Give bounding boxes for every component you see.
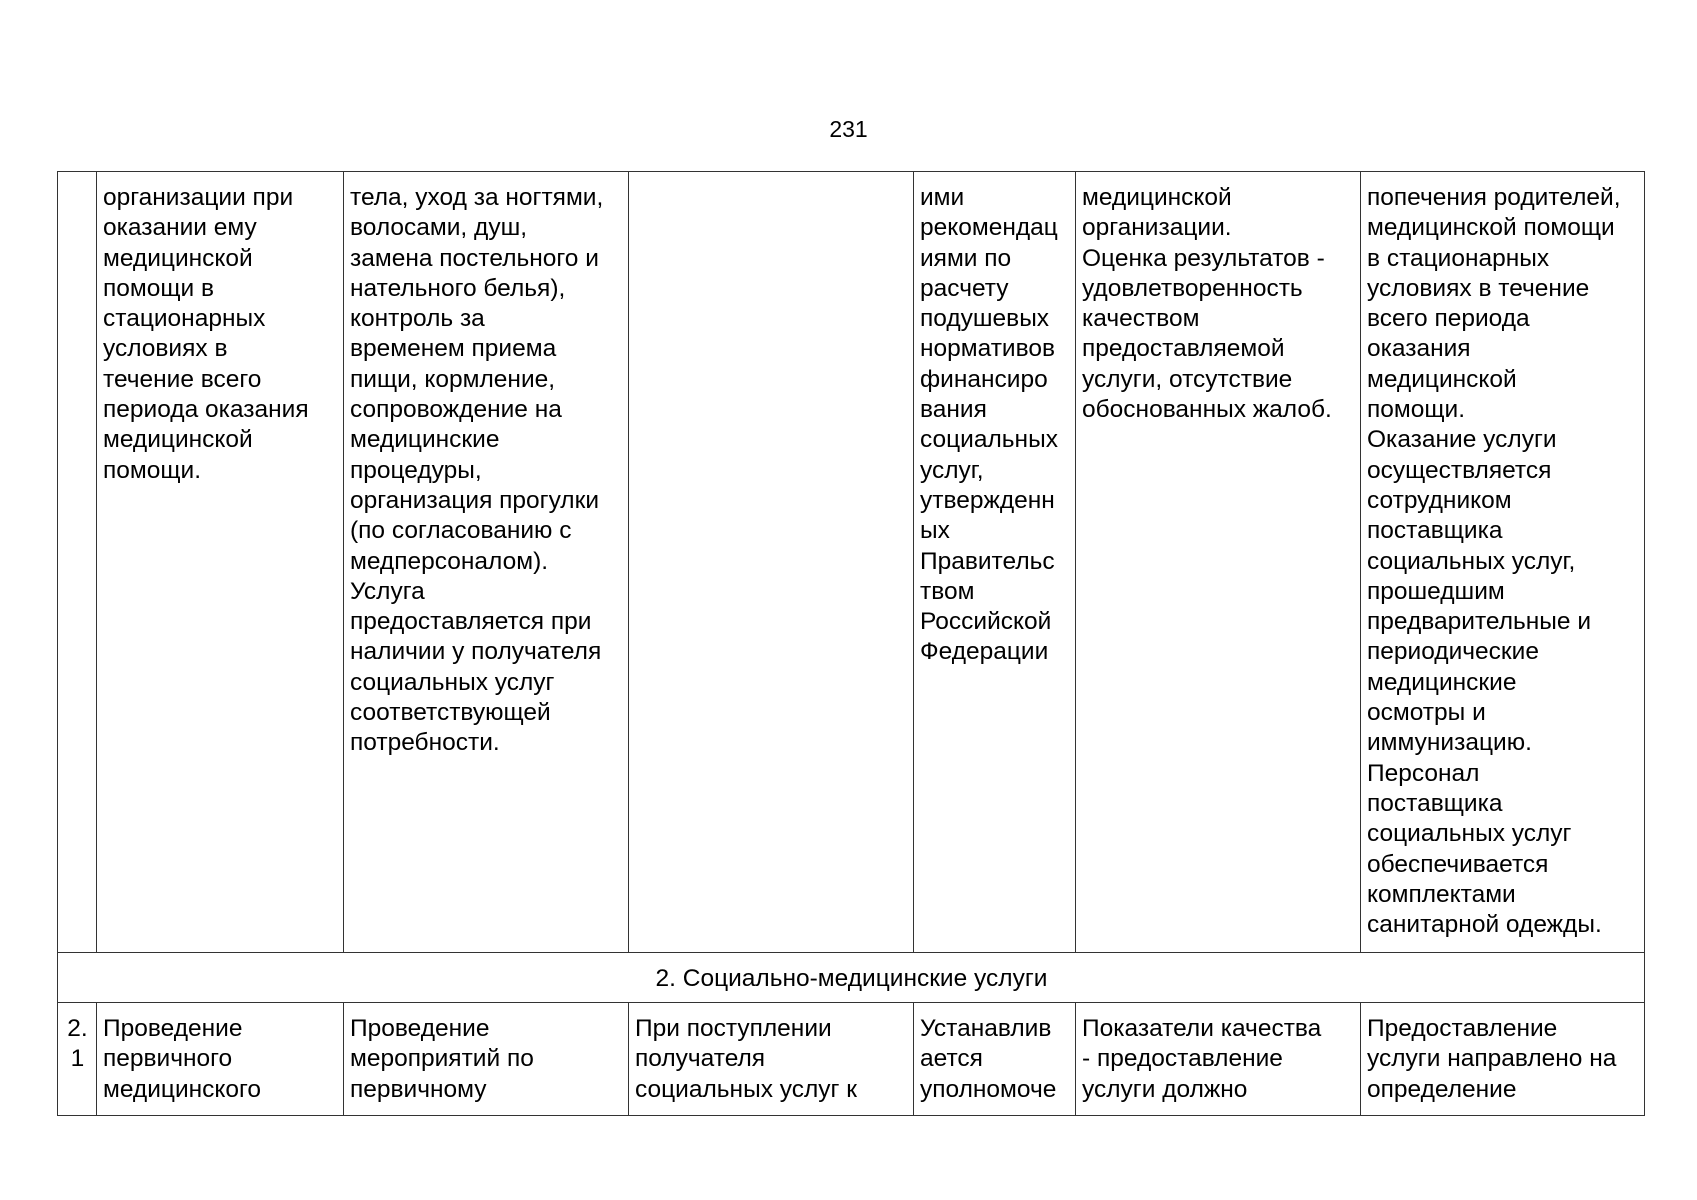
service-description-text: тела, уход за ногтями, волосами, душ, замена постельного и нательного белья), контроль за временем приема пищи, кормление, сопровождение на медицинские процедуры, организация прогулки (по согласованию с медперсоналом). Услуга предоставляется при наличии у получателя социальных услуг соответствующей потребности.: [350, 184, 604, 757]
per-capita-norm-cell: [914, 1003, 1076, 1116]
service-conditions-text: Предоставление услуги направлено на определение: [1367, 1015, 1617, 1103]
quality-indicators-cell: [1076, 1003, 1361, 1116]
row-number-cell: [58, 172, 97, 953]
service-terms-cell: [629, 1003, 914, 1116]
service-conditions-cell: [1361, 172, 1645, 953]
service-conditions-cell: [1361, 1003, 1645, 1116]
table-row: [58, 172, 1645, 953]
service-conditions-text: попечения родителей, медицинской помощи в стационарных условиях в течение всего периода оказания медицинской помощи. Оказание услуги осуществляется сотрудником поставщика социальных услуг, прошедшим предварительные и периодические медицинские осмотры и иммунизацию. Персонал поставщика социальных услуг обеспечивается комплектами санитарной одежды.: [1367, 184, 1621, 939]
service-description-text: Проведение мероприятий по первичному: [350, 1015, 534, 1103]
section-heading: 2. Социально-медицинские услуги: [655, 965, 1048, 992]
per-capita-norm-text: ими рекомендац иями по расчету подушевых нормативов финансиро вания социальных услуг, утвержденн ых Правительс твом Российской Федерации: [920, 184, 1058, 666]
per-capita-norm-cell: [914, 172, 1076, 953]
quality-indicators-cell: [1076, 172, 1361, 953]
row-number-cell: [58, 1003, 97, 1116]
service-name-text: организации при оказании ему медицинской помощи в стационарных условиях в течение всего периода оказания медицинской помощи.: [103, 184, 309, 484]
service-name-cell: [97, 1003, 344, 1116]
section-heading-cell: [58, 953, 1645, 1003]
per-capita-norm-text: Устанавлив ается уполномоче: [920, 1015, 1057, 1103]
table-row: [58, 1003, 1645, 1116]
service-description-cell: [344, 1003, 629, 1116]
page-number: 231: [829, 116, 868, 142]
services-table: [57, 171, 1645, 1116]
service-terms-text: При поступлении получателя социальных услуг к: [635, 1015, 857, 1103]
section-heading-row: [58, 953, 1645, 1003]
row-number: 2. 1: [67, 1015, 88, 1073]
quality-indicators-text: медицинской организации. Оценка результатов - удовлетворенность качеством предоставляемой услуги, отсутствие обоснованных жалоб.: [1082, 184, 1332, 424]
service-terms-cell: [629, 172, 914, 953]
service-description-cell: [344, 172, 629, 953]
service-name-cell: [97, 172, 344, 953]
service-name-text: Проведение первичного медицинского: [103, 1015, 262, 1103]
quality-indicators-text: Показатели качества - предоставление услуги должно: [1082, 1015, 1322, 1103]
